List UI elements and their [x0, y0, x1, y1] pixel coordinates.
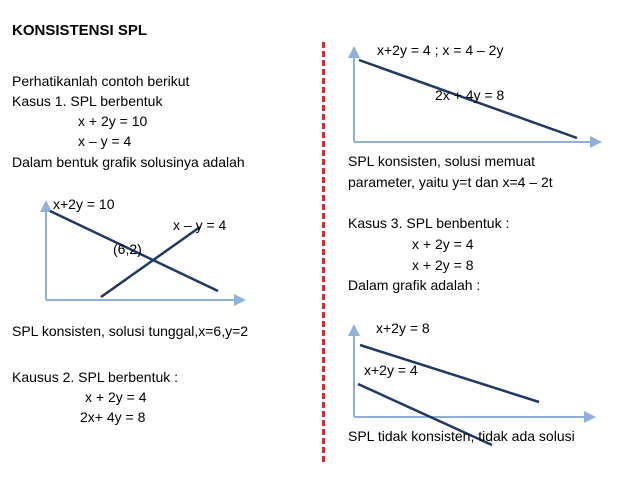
page-title: KONSISTENSI SPL — [12, 22, 148, 39]
intro-text: Perhatikanlah contoh berikut — [12, 73, 190, 89]
case2-conclusion-line-2: parameter, yaitu y=t dan x=4 – 2t — [348, 174, 553, 190]
case2-graph-label-top: x+2y = 4 ; x = 4 – 2y — [377, 42, 504, 58]
case1-conclusion: SPL konsisten, solusi tunggal,x=6,y=2 — [12, 323, 249, 339]
case2-equation-2: 2x+ 4y = 8 — [80, 409, 146, 425]
case3-line2-label: x+2y = 4 — [364, 362, 418, 378]
case1-line1-label: x+2y = 10 — [53, 196, 115, 212]
case1-heading: Kasus 1. SPL berbentuk — [12, 93, 163, 109]
case2-equation-1: x + 2y = 4 — [85, 389, 147, 405]
y-axis-arrow — [348, 324, 360, 336]
case1-intersection-label: (6,2) — [113, 241, 142, 257]
case2-heading: Kausus 2. SPL berbentuk : — [12, 369, 179, 385]
case1-equation-1: x + 2y = 10 — [78, 113, 148, 129]
case1-line2-label: x – y = 4 — [173, 217, 227, 233]
case3-line1-label: x+2y = 8 — [376, 320, 430, 336]
case1-graph-intro: Dalam bentuk grafik solusinya adalah — [12, 154, 245, 170]
case2-conclusion-line-1: SPL konsisten, solusi memuat — [348, 153, 536, 169]
case3-graph-intro: Dalam grafik adalah : — [348, 277, 481, 293]
case2-graph-line-label: 2x + 4y = 8 — [435, 87, 505, 103]
case3-heading: Kasus 3. SPL benbentuk : — [348, 215, 510, 231]
case3-equation-1: x + 2y = 4 — [412, 236, 474, 252]
case3-conclusion: SPL tidak konsisten, tidak ada solusi — [348, 428, 575, 444]
case3-equation-2: x + 2y = 8 — [412, 257, 474, 273]
case1-equation-2: x – y = 4 — [78, 133, 132, 149]
x-axis-arrow — [584, 411, 596, 423]
